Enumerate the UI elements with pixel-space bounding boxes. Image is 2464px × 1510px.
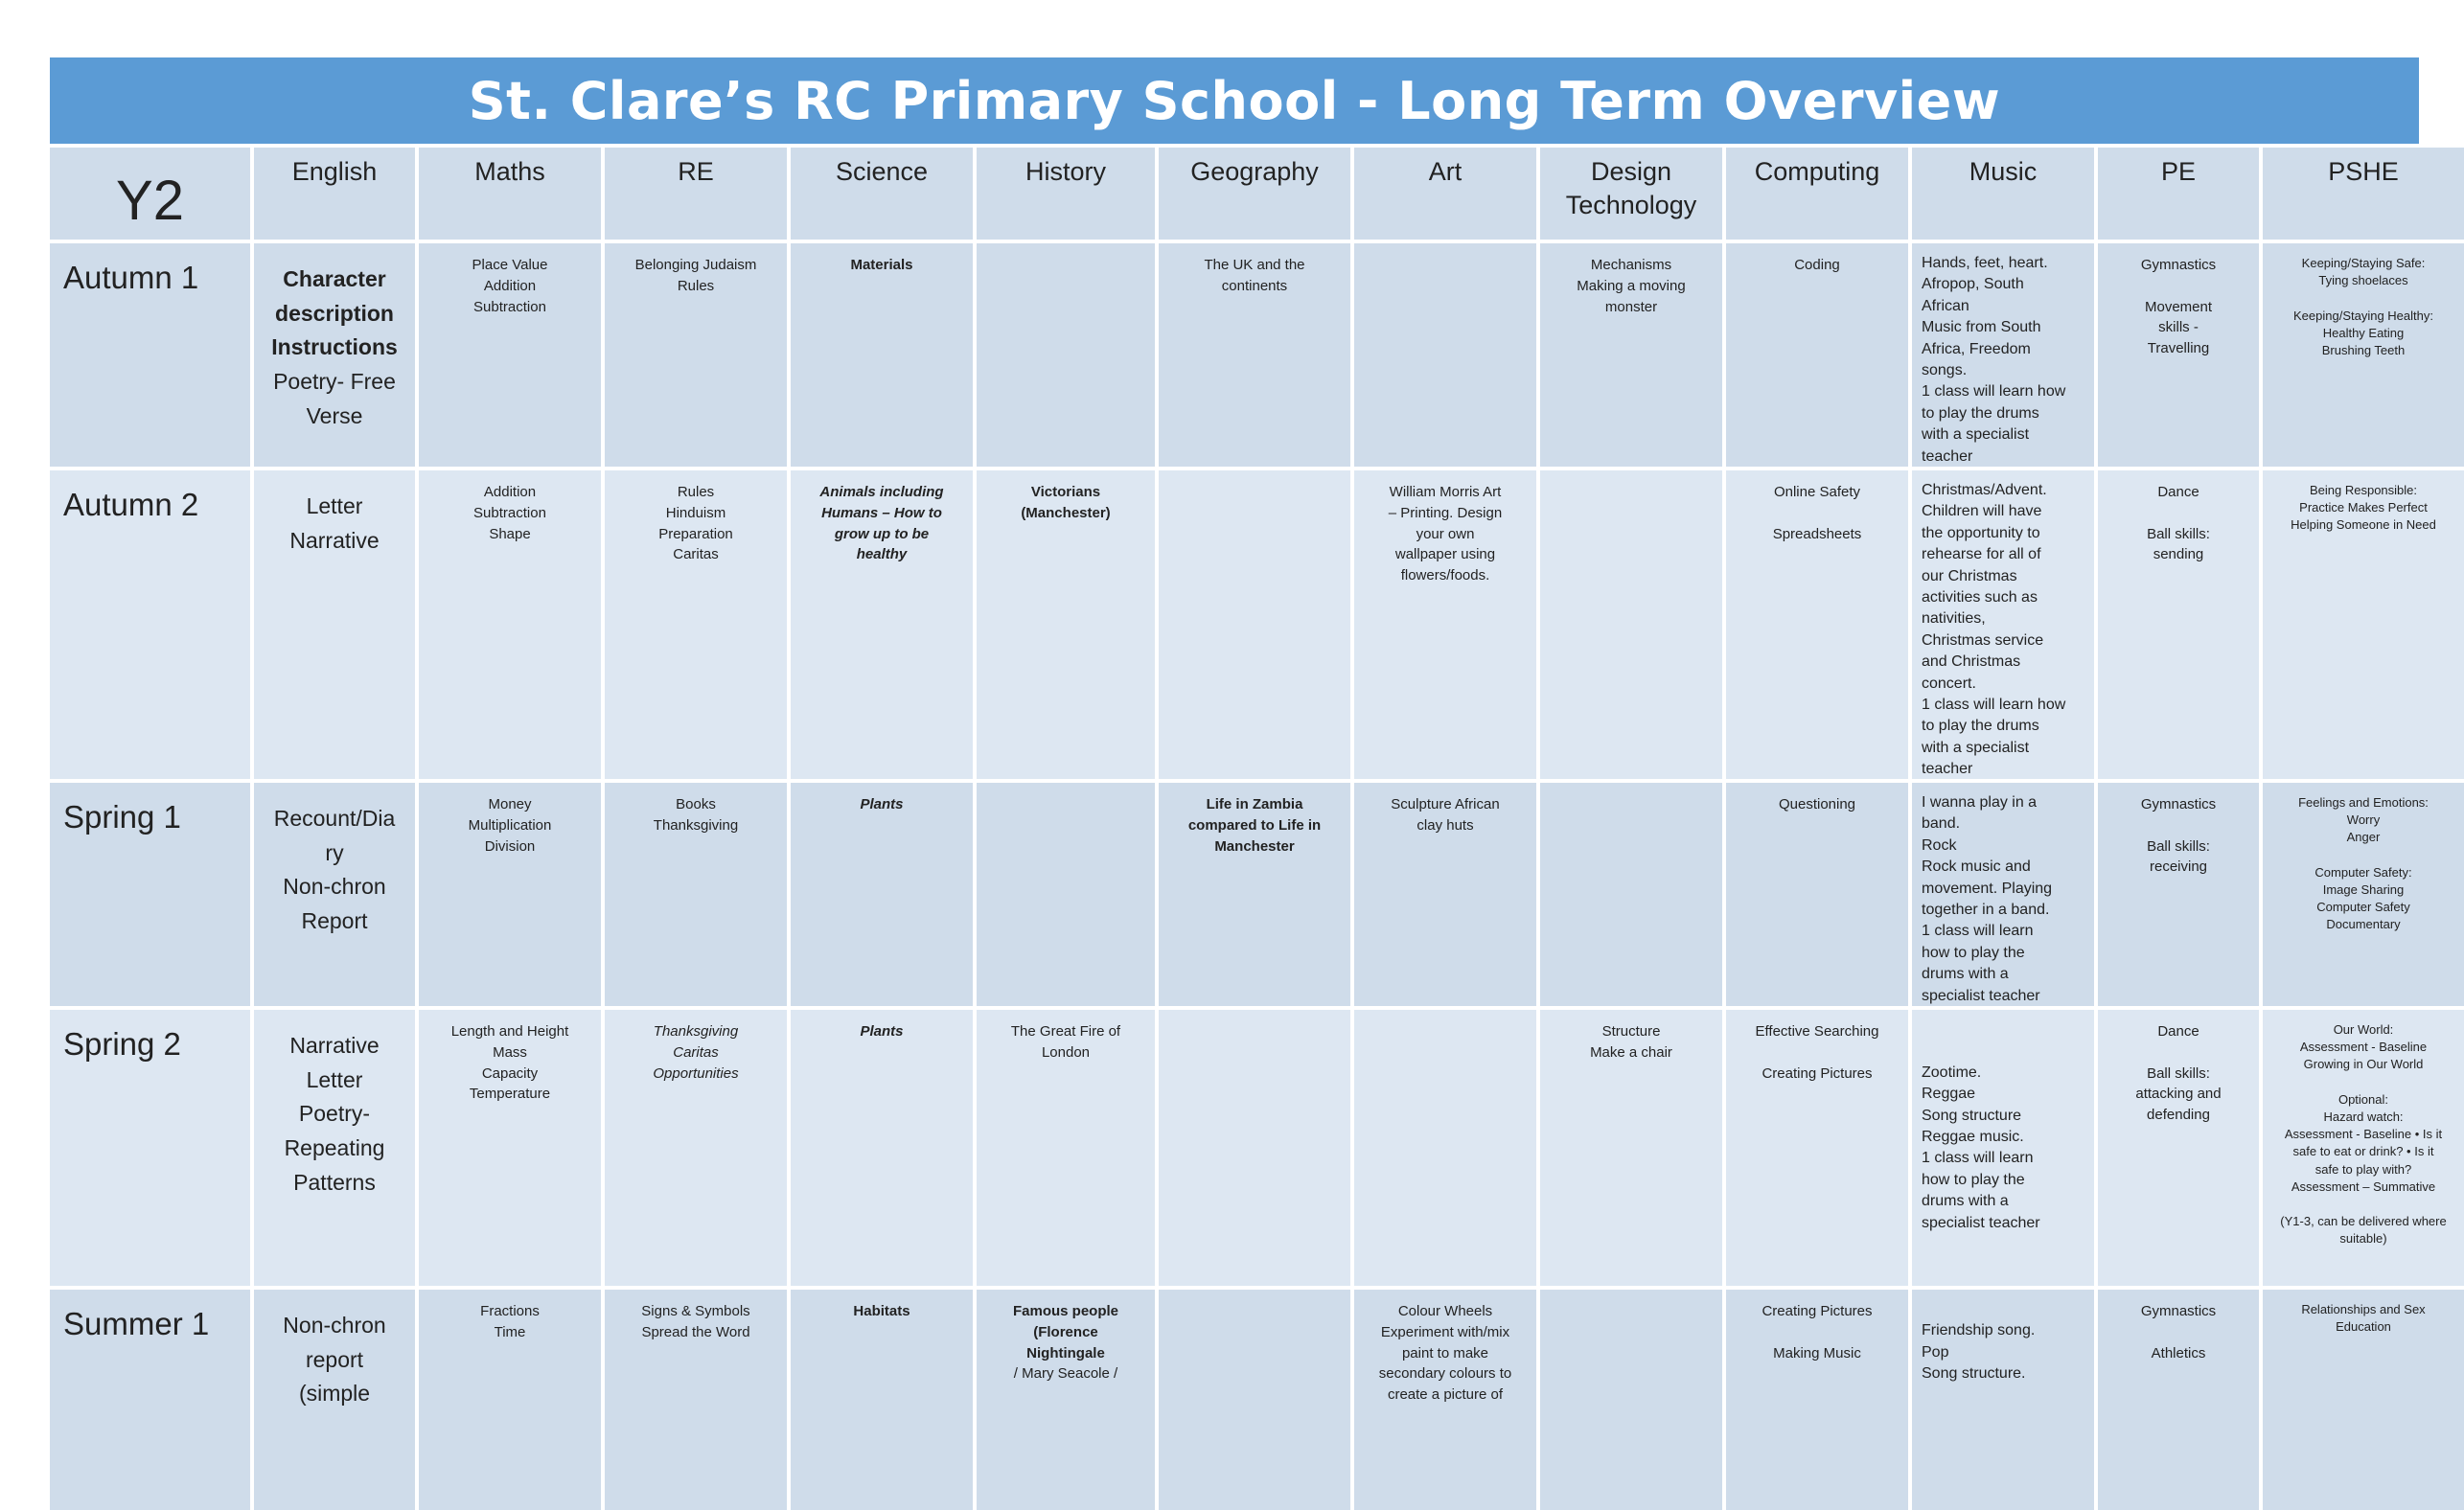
cell-line: Song structure.: [1922, 1365, 2026, 1383]
cell-line: Africa, Freedom: [1922, 340, 2031, 357]
cell-line: Anger: [2346, 830, 2381, 845]
cell-line: [1732, 503, 1902, 524]
cell-line: [2104, 503, 2253, 524]
cell-english: [254, 243, 415, 467]
cell-line: / Mary Seacole /: [1013, 1365, 1118, 1383]
cell-line: Narrative: [289, 527, 380, 553]
cell-line: Victorians: [1030, 484, 1101, 500]
cell-line: Ball skills:: [2147, 1064, 2210, 1082]
cell-line: our Christmas: [1922, 567, 2017, 584]
cell-line: grow up to be: [834, 525, 930, 542]
cell-line: Repeating: [284, 1134, 385, 1160]
cell-maths: [419, 243, 601, 467]
cell-maths: [419, 1290, 601, 1510]
cell-pshe: [2263, 243, 2464, 467]
cell-line: to play the drums: [1922, 404, 2039, 422]
cell-line: Dance: [2157, 484, 2199, 500]
cell-line: Division: [484, 837, 536, 855]
cell-line: (Florence: [1033, 1323, 1098, 1340]
cell-line: Computer Safety:: [2314, 864, 2412, 880]
cell-art: [1354, 243, 1536, 467]
cell-line: Effective Searching: [1755, 1023, 1879, 1040]
cell-line: Letter: [306, 1066, 363, 1092]
cell-line: Ball skills:: [2147, 525, 2210, 542]
cell-line: Famous people: [1012, 1303, 1119, 1319]
cell-line: description: [275, 300, 394, 326]
cell-science: [791, 243, 973, 467]
cell-line: teacher: [1922, 761, 1973, 778]
cell-line: Gymnastics: [2140, 796, 2217, 812]
cell-line: Capacity: [481, 1064, 539, 1082]
cell-maths: [419, 470, 601, 779]
cell-line: Hinduism: [665, 504, 726, 521]
cell-line: Preparation: [658, 525, 733, 542]
cell-line: Life in Zambia: [1206, 796, 1303, 812]
cell-line: Instructions: [271, 334, 398, 360]
cell-line: Assessment – Summative: [2291, 1178, 2436, 1194]
cell-line: Documentary: [2326, 917, 2401, 932]
cell-line: Belonging Judaism: [634, 257, 757, 273]
cell-line: clay huts: [1416, 816, 1474, 834]
column-header-dt: Design Technology: [1540, 148, 1722, 240]
cell-line: [1732, 1322, 1902, 1343]
column-header-re: RE: [605, 148, 787, 240]
cell-computing: [1726, 1010, 1908, 1286]
cell-line: wallpaper using: [1394, 546, 1496, 563]
cell-line: activities such as: [1922, 588, 2038, 606]
cell-line: Temperature: [469, 1086, 551, 1103]
cell-line: (simple: [298, 1381, 371, 1407]
cell-line: 1 class will learn how: [1922, 696, 2066, 713]
cell-line: [2268, 1074, 2458, 1091]
cell-line: Gymnastics: [2140, 257, 2217, 273]
cell-dt: [1540, 783, 1722, 1006]
term-label: Spring 1: [50, 783, 250, 1006]
cell-line: Song structure: [1922, 1107, 2022, 1124]
cell-line: how to play the: [1922, 944, 2025, 961]
cell-geography: [1159, 243, 1350, 467]
cell-geography: [1159, 1010, 1350, 1286]
cell-pe: [2098, 1010, 2259, 1286]
cell-line: Optional:: [2337, 1091, 2389, 1107]
cell-line: Children will have: [1922, 503, 2042, 520]
cell-computing: [1726, 1290, 1908, 1510]
cell-line: suitable): [2339, 1231, 2387, 1247]
cell-science: [791, 1010, 973, 1286]
cell-line: safe to eat or drink? • Is it: [2292, 1144, 2434, 1159]
cell-line: Spreadsheets: [1772, 525, 1862, 542]
cell-line: Thanksgiving: [653, 816, 739, 834]
cell-line: Image Sharing: [2322, 881, 2405, 897]
cell-line: I wanna play in a: [1922, 794, 2038, 811]
cell-re: [605, 470, 787, 779]
cell-line: William Morris Art: [1389, 484, 1502, 500]
cell-line: Fractions: [480, 1303, 540, 1319]
cell-line: Sculpture African: [1391, 796, 1500, 812]
cell-line: Mechanisms: [1590, 257, 1672, 273]
cell-line: Recount/Dia: [273, 806, 396, 831]
cell-line: continents: [1221, 277, 1288, 294]
cell-line: [2104, 276, 2253, 297]
column-header-english: English: [254, 148, 415, 240]
column-header-art: Art: [1354, 148, 1536, 240]
cell-pshe: [2263, 783, 2464, 1006]
column-header-science: Science: [791, 148, 973, 240]
cell-line: Computer Safety: [2316, 900, 2410, 915]
cell-pshe: [2263, 1290, 2464, 1510]
cell-line: Plants: [860, 1023, 904, 1040]
cell-history: [977, 1290, 1155, 1510]
cell-line: (Y1-3, can be delivered where: [2280, 1214, 2447, 1229]
cell-dt: [1540, 1010, 1722, 1286]
cell-line: Money: [488, 796, 532, 812]
cell-english: [254, 783, 415, 1006]
cell-line: teacher: [1922, 447, 1973, 465]
cell-line: nativities,: [1922, 610, 1986, 628]
column-header-pe: PE: [2098, 148, 2259, 240]
cell-line: Addition: [483, 484, 537, 500]
cell-line: [1922, 1041, 2086, 1062]
cell-line: Growing in Our World: [2303, 1057, 2424, 1072]
cell-line: Humans – How to: [821, 504, 942, 521]
cell-geography: [1159, 783, 1350, 1006]
cell-english: [254, 1010, 415, 1286]
cell-line: flowers/foods.: [1400, 567, 1490, 583]
cell-re: [605, 1290, 787, 1510]
cell-line: Addition: [483, 277, 537, 294]
cell-computing: [1726, 243, 1908, 467]
cell-history: [977, 1010, 1155, 1286]
cell-line: 1 class will learn: [1922, 1150, 2034, 1167]
cell-line: songs.: [1922, 361, 1968, 378]
cell-line: report: [305, 1346, 364, 1372]
cell-line: skills -: [2158, 319, 2199, 336]
cell-line: [2268, 847, 2458, 864]
cell-line: secondary colours to: [1378, 1365, 1512, 1383]
cell-line: Report: [301, 907, 368, 933]
cell-line: movement. Playing: [1922, 880, 2053, 897]
cell-pshe: [2263, 1010, 2464, 1286]
cell-line: Relationships and Sex: [2301, 1302, 2426, 1316]
cell-music: [1912, 1290, 2094, 1510]
cell-line: Structure: [1601, 1023, 1661, 1040]
cell-line: defending: [2147, 1107, 2210, 1123]
cell-art: [1354, 1290, 1536, 1510]
cell-line: the opportunity to: [1922, 524, 2040, 541]
cell-line: Online Safety: [1773, 484, 1861, 500]
cell-line: Zootime.: [1922, 1064, 1982, 1081]
overview-table: [50, 148, 2447, 1510]
column-header-pshe: PSHE: [2263, 148, 2464, 240]
cell-line: receiving: [2149, 858, 2208, 876]
cell-art: [1354, 1010, 1536, 1286]
cell-line: Keeping/Staying Safe:: [2301, 256, 2426, 270]
cell-line: Travelling: [2147, 340, 2210, 356]
cell-line: (Manchester): [1021, 504, 1111, 521]
cell-line: Shape: [489, 525, 531, 542]
cell-line: Place Value: [472, 257, 548, 273]
term-label: Autumn 1: [50, 243, 250, 467]
cell-line: Poetry- Free: [273, 368, 396, 394]
cell-dt: [1540, 470, 1722, 779]
cell-line: Worry: [2346, 812, 2381, 828]
cell-line: Mass: [493, 1043, 527, 1061]
cell-line: Patterns: [293, 1169, 376, 1195]
cell-line: Nightingale: [1026, 1344, 1105, 1361]
cell-line: Reggae music.: [1922, 1128, 2024, 1145]
cell-line: Rules: [677, 484, 715, 500]
cell-line: Colour Wheels: [1397, 1303, 1493, 1319]
column-header-computing: Computing: [1726, 148, 1908, 240]
cell-line: Ball skills:: [2147, 837, 2210, 855]
cell-line: Experiment with/mix: [1380, 1323, 1510, 1340]
cell-history: [977, 783, 1155, 1006]
overview-sheet: [50, 57, 2447, 1407]
cell-line: Subtraction: [473, 298, 546, 315]
column-header-maths: Maths: [419, 148, 601, 240]
cell-line: Letter: [306, 493, 363, 518]
cell-line: Feelings and Emotions:: [2298, 795, 2429, 810]
cell-line: Subtraction: [473, 504, 546, 521]
cell-line: Assessment - Baseline • Is it: [2284, 1127, 2443, 1142]
cell-computing: [1726, 783, 1908, 1006]
cell-history: [977, 470, 1155, 779]
cell-line: Our World:: [2333, 1022, 2394, 1037]
cell-line: The UK and the: [1204, 257, 1305, 273]
cell-line: your own: [1416, 525, 1475, 542]
cell-line: band.: [1922, 815, 1961, 833]
cell-pe: [2098, 783, 2259, 1006]
cell-line: Questioning: [1778, 796, 1856, 812]
cell-line: Pop: [1922, 1343, 1949, 1361]
cell-line: specialist teacher: [1922, 1214, 2040, 1231]
cell-line: Gymnastics: [2140, 1303, 2217, 1319]
cell-line: Rock music and: [1922, 858, 2031, 876]
cell-line: African: [1922, 297, 1969, 314]
cell-art: [1354, 783, 1536, 1006]
cell-line: Poetry-: [298, 1101, 371, 1127]
cell-line: The Great Fire of: [1010, 1023, 1121, 1040]
cell-geography: [1159, 470, 1350, 779]
cell-pshe: [2263, 470, 2464, 779]
cell-line: to play the drums: [1922, 718, 2039, 735]
cell-line: Plants: [860, 796, 904, 812]
cell-line: drums with a: [1922, 1193, 2009, 1210]
cell-line: attacking and: [2135, 1086, 2222, 1103]
cell-line: Afropop, South: [1922, 276, 2024, 293]
cell-line: Brushing Teeth: [2321, 342, 2406, 357]
page-title: St. Clare’s RC Primary School - Long Term Overview: [50, 57, 2419, 144]
cell-line: Creating Pictures: [1762, 1064, 1873, 1082]
cell-line: Hands, feet, heart.: [1922, 255, 2048, 271]
cell-pe: [2098, 243, 2259, 467]
cell-maths: [419, 783, 601, 1006]
column-header-history: History: [977, 148, 1155, 240]
cell-line: Rock: [1922, 836, 1957, 854]
cell-line: Creating Pictures: [1762, 1303, 1873, 1319]
cell-pe: [2098, 470, 2259, 779]
cell-science: [791, 1290, 973, 1510]
cell-history: [977, 243, 1155, 467]
cell-english: [254, 470, 415, 779]
cell-line: Music from South: [1922, 319, 2041, 336]
cell-line: paint to make: [1401, 1344, 1489, 1361]
cell-line: [2104, 815, 2253, 836]
cell-line: 1 class will learn: [1922, 923, 2034, 940]
cell-line: Athletics: [2151, 1344, 2206, 1361]
cell-line: Caritas: [673, 1043, 719, 1061]
cell-line: compared to Life in: [1187, 816, 1322, 834]
cell-line: together in a band.: [1922, 901, 2050, 918]
cell-line: Animals including: [819, 484, 944, 500]
cell-line: rehearse for all of: [1922, 546, 2041, 563]
cell-line: Character: [283, 266, 386, 291]
cell-line: Making Music: [1773, 1344, 1861, 1361]
cell-line: Hazard watch:: [2323, 1109, 2404, 1124]
cell-line: Materials: [850, 257, 913, 273]
cell-re: [605, 1010, 787, 1286]
cell-line: Verse: [306, 402, 363, 428]
cell-line: [2104, 1322, 2253, 1343]
cell-line: [1922, 1019, 2086, 1041]
cell-line: Christmas service: [1922, 631, 2044, 649]
column-header-music: Music: [1912, 148, 2094, 240]
cell-music: [1912, 470, 2094, 779]
cell-line: Spread the Word: [641, 1323, 750, 1340]
cell-line: Keeping/Staying Healthy:: [2293, 308, 2433, 323]
cell-line: Caritas: [673, 546, 719, 563]
cell-line: create a picture of: [1387, 1386, 1504, 1403]
cell-line: Opportunities: [653, 1064, 739, 1082]
cell-line: [2268, 1196, 2458, 1213]
cell-line: [1922, 1299, 2086, 1320]
cell-line: Non-chron: [283, 1313, 386, 1338]
cell-art: [1354, 470, 1536, 779]
cell-line: London: [1041, 1043, 1091, 1061]
cell-line: Friendship song.: [1922, 1322, 2036, 1339]
cell-line: Assessment - Baseline: [2299, 1040, 2428, 1055]
cell-line: Books: [676, 796, 716, 812]
cell-line: ry: [325, 839, 344, 865]
cell-line: Rules: [677, 277, 715, 294]
cell-line: Signs & Symbols: [641, 1303, 750, 1319]
cell-music: [1912, 783, 2094, 1006]
cell-line: Coding: [1794, 257, 1840, 273]
cell-line: Helping Someone in Need: [2291, 517, 2436, 533]
column-header-geography: Geography: [1159, 148, 1350, 240]
cell-line: with a specialist: [1922, 739, 2030, 756]
cell-re: [605, 783, 787, 1006]
cell-line: [2268, 289, 2458, 307]
cell-science: [791, 470, 973, 779]
cell-line: Tying shoelaces: [2318, 273, 2408, 288]
cell-line: Movement: [2144, 298, 2213, 315]
cell-line: Healthy Eating: [2322, 325, 2405, 340]
cell-music: [1912, 1010, 2094, 1286]
cell-line: monster: [1604, 298, 1658, 315]
cell-music: [1912, 243, 2094, 467]
cell-line: 1 class will learn how: [1922, 383, 2066, 400]
cell-line: Dance: [2157, 1023, 2199, 1040]
cell-line: Make a chair: [1590, 1043, 1672, 1061]
cell-line: safe to play with?: [2314, 1161, 2412, 1177]
cell-line: sending: [2153, 546, 2204, 563]
cell-line: Narrative: [289, 1033, 380, 1058]
cell-line: Time: [494, 1323, 526, 1340]
cell-maths: [419, 1010, 601, 1286]
cell-line: [1732, 1042, 1902, 1064]
cell-line: Manchester: [1214, 837, 1295, 855]
cell-line: [2104, 1042, 2253, 1064]
cell-line: Making a moving: [1577, 277, 1686, 294]
term-label: Spring 2: [50, 1010, 250, 1286]
cell-english: [254, 1290, 415, 1510]
cell-line: healthy: [856, 546, 908, 563]
cell-geography: [1159, 1290, 1350, 1510]
cell-dt: [1540, 1290, 1722, 1510]
cell-line: how to play the: [1922, 1171, 2025, 1188]
cell-line: Being Responsible:: [2309, 483, 2418, 497]
cell-line: and Christmas: [1922, 653, 2021, 671]
cell-line: Habitats: [853, 1303, 910, 1319]
cell-line: Christmas/Advent.: [1922, 482, 2047, 498]
cell-line: Practice Makes Perfect: [2299, 500, 2428, 515]
cell-line: Reggae: [1922, 1086, 1976, 1103]
cell-re: [605, 243, 787, 467]
cell-pe: [2098, 1290, 2259, 1510]
year-label: Y2: [50, 148, 250, 240]
cell-line: Non-chron: [283, 874, 386, 900]
cell-line: Multiplication: [468, 816, 552, 834]
cell-line: Thanksgiving: [653, 1023, 739, 1040]
cell-computing: [1726, 470, 1908, 779]
cell-line: concert.: [1922, 675, 1976, 692]
cell-line: with a specialist: [1922, 426, 2030, 444]
cell-line: Length and Height: [450, 1023, 569, 1040]
cell-line: drums with a: [1922, 966, 2009, 983]
cell-line: Education: [2336, 1319, 2391, 1335]
cell-dt: [1540, 243, 1722, 467]
cell-line: – Printing. Design: [1388, 504, 1503, 521]
cell-line: specialist teacher: [1922, 987, 2040, 1004]
term-label: Summer 1: [50, 1290, 250, 1510]
term-label: Autumn 2: [50, 470, 250, 779]
cell-science: [791, 783, 973, 1006]
